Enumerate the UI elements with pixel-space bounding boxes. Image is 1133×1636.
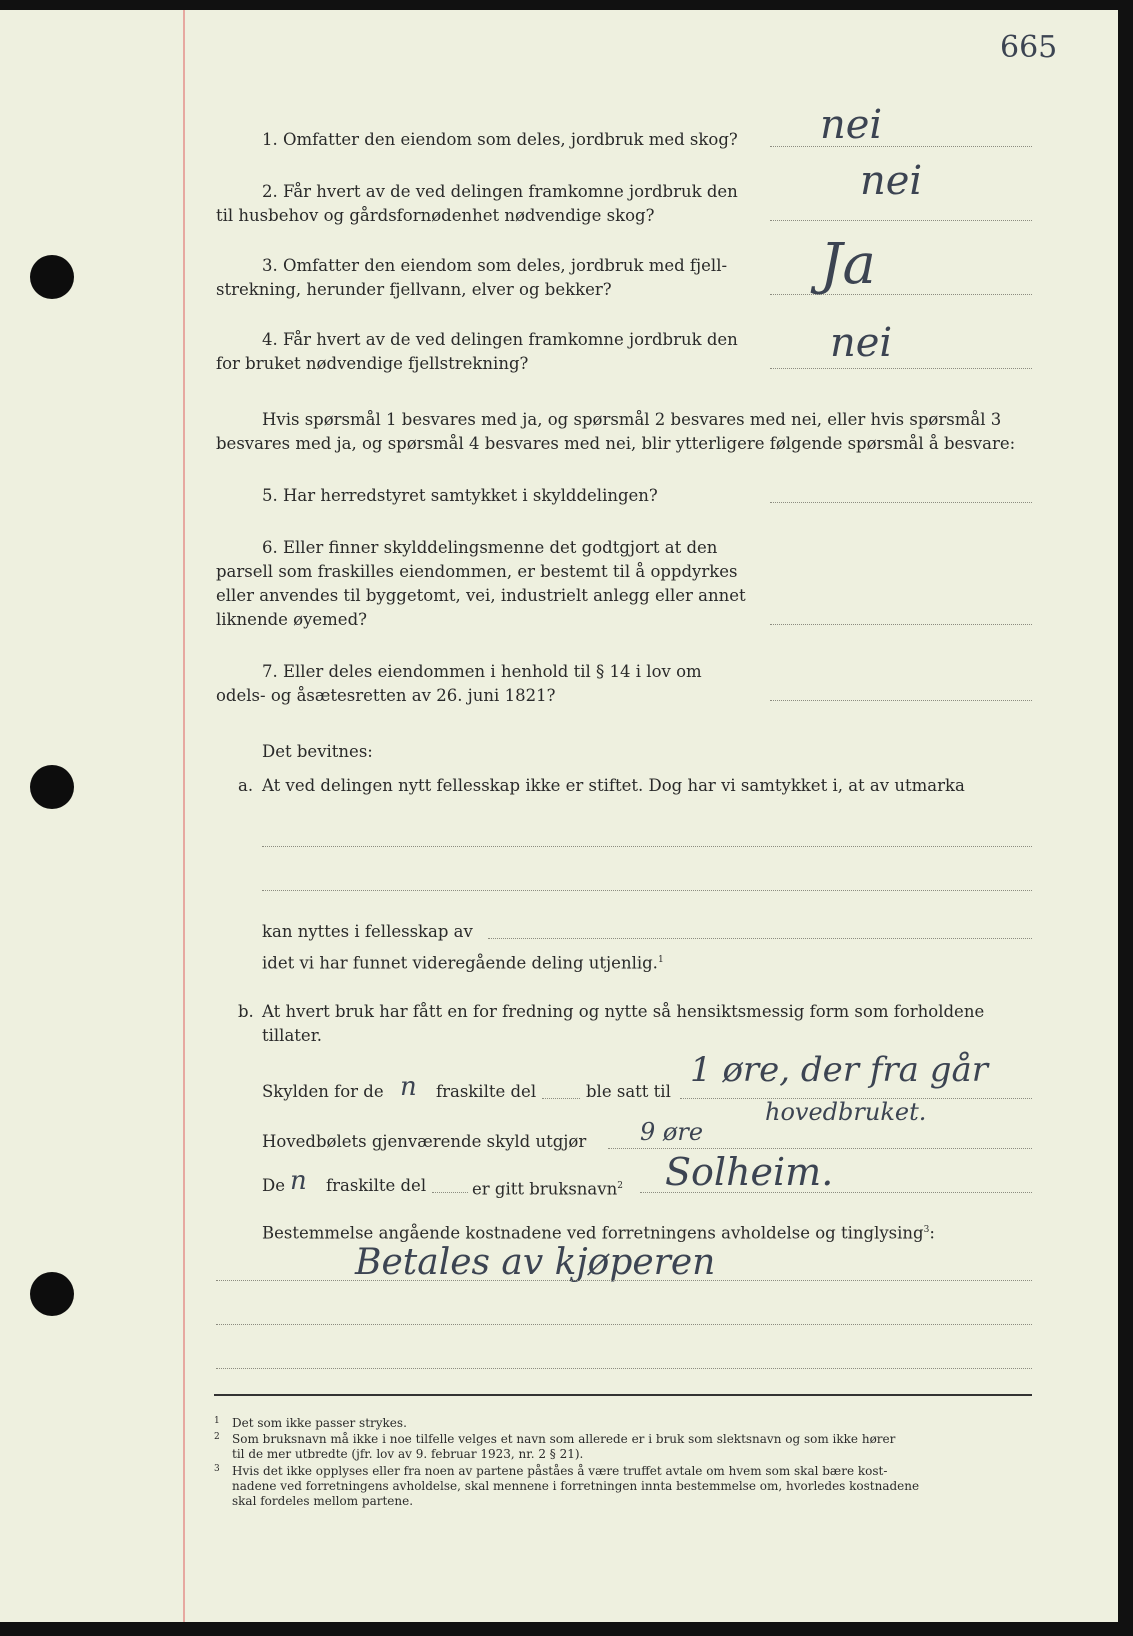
answer-line bbox=[770, 294, 1032, 295]
footnote-3-text: Hvis det ikke opplyses eller fra noen av partene påståes å være truffet avtale om hvem som skal bære kost- bbox=[232, 1464, 888, 1478]
item-a-line4: idet vi har funnet videregående deling utjenlig.$^1$ bbox=[262, 953, 664, 973]
skyld-amount: 1 øre, der fra går bbox=[690, 1050, 989, 1090]
condition-line1: Hvis spørsmål 1 besvares med ja, og spørsmål 2 besvares med nei, eller hvis spørsmål 3 bbox=[262, 410, 1002, 429]
blank-line bbox=[216, 1280, 1032, 1281]
bruksnavn-value: Solheim. bbox=[665, 1150, 834, 1194]
item-a-line3: kan nyttes i fellesskap av bbox=[262, 922, 473, 941]
answer-line bbox=[770, 624, 1032, 625]
handwritten-n: n bbox=[290, 1166, 307, 1196]
answer-line bbox=[770, 700, 1032, 701]
hovedbol-amount: 9 øre bbox=[640, 1118, 704, 1146]
answer-line bbox=[770, 368, 1032, 369]
answer-2: nei bbox=[860, 158, 923, 204]
blank-line bbox=[488, 938, 1032, 939]
question-6-line1: 6. Eller finner skylddelingsmenne det godtgjort at den bbox=[262, 538, 718, 557]
answer-line bbox=[770, 502, 1032, 503]
footnote-rule bbox=[214, 1394, 1032, 1396]
margin-line bbox=[183, 10, 185, 1622]
footnote-3: 3 bbox=[214, 1464, 220, 1474]
answer-line bbox=[770, 220, 1032, 221]
item-b-label: b. bbox=[238, 1002, 254, 1021]
bruksnavn-text-b: fraskilte del bbox=[326, 1176, 427, 1195]
question-5: 5. Har herredstyret samtykket i skylddelingen? bbox=[262, 486, 658, 505]
question-2-line1: 2. Får hvert av de ved delingen framkomne jordbruk den bbox=[262, 182, 738, 201]
blank-line bbox=[542, 1098, 580, 1099]
skyld-note: hovedbruket. bbox=[765, 1098, 927, 1126]
question-7-line2: odels- og åsætesretten av 26. juni 1821? bbox=[216, 686, 556, 705]
bevitnes-heading: Det bevitnes: bbox=[262, 742, 373, 761]
skyld-text-b: fraskilte del bbox=[436, 1082, 537, 1101]
footnote-1: 1 bbox=[214, 1416, 220, 1426]
footnote-2: 2 bbox=[214, 1432, 220, 1442]
handwritten-n: n bbox=[400, 1072, 417, 1102]
footnote-3-text: skal fordeles mellom partene. bbox=[232, 1494, 414, 1508]
footnote-1-text: Det som ikke passer strykes. bbox=[232, 1416, 407, 1430]
blank-line bbox=[216, 1368, 1032, 1369]
question-3-line2: strekning, herunder fjellvann, elver og bekker? bbox=[216, 280, 612, 299]
item-a-text: At ved delingen nytt fellesskap ikke er stiftet. Dog har vi samtykket i, at av utmarka bbox=[262, 776, 965, 795]
punch-hole bbox=[30, 255, 74, 299]
page-number: 665 bbox=[1000, 30, 1058, 65]
question-2-line2: til husbehov og gårdsfornødenhet nødvendige skog? bbox=[216, 206, 655, 225]
condition-line2: besvares med ja, og spørsmål 4 besvares med nei, blir ytterligere følgende spørsmål å besvare: bbox=[216, 434, 1016, 453]
hovedbol-label: Hovedbølets gjenværende skyld utgjør bbox=[262, 1132, 587, 1151]
question-6-line2: parsell som fraskilles eiendommen, er bestemt til å oppdyrkes bbox=[216, 562, 738, 581]
question-4-line2: for bruket nødvendige fjellstrekning? bbox=[216, 354, 529, 373]
question-3-line1: 3. Omfatter den eiendom som deles, jordbruk med fjell- bbox=[262, 256, 728, 275]
answer-3: Ja bbox=[820, 232, 876, 297]
question-4-line1: 4. Får hvert av de ved delingen framkomne jordbruk den bbox=[262, 330, 738, 349]
question-7-line1: 7. Eller deles eiendommen i henhold til § 14 i lov om bbox=[262, 662, 702, 681]
punch-hole bbox=[30, 765, 74, 809]
punch-hole bbox=[30, 1272, 74, 1316]
footnote-2-text: til de mer utbredte (jfr. lov av 9. februar 1923, nr. 2 § 21). bbox=[232, 1447, 584, 1461]
question-6-line4: liknende øyemed? bbox=[216, 610, 367, 629]
question-6-line3: eller anvendes til byggetomt, vei, industrielt anlegg eller annet bbox=[216, 586, 746, 605]
footnote-3-text: nadene ved forretningens avholdelse, skal mennene i forretningen innta bestemmelse om, hvorledes kostnadene bbox=[232, 1479, 920, 1493]
item-a-label: a. bbox=[238, 776, 254, 795]
blank-line bbox=[262, 890, 1032, 891]
document-page bbox=[0, 10, 1118, 1622]
item-b-line1: At hvert bruk har fått en for fredning og nytte så hensiktsmessig form som forholdene bbox=[262, 1002, 985, 1021]
item-b-line2: tillater. bbox=[262, 1026, 323, 1045]
skyld-text-a: Skylden for de bbox=[262, 1082, 384, 1101]
skyld-text-c: ble satt til bbox=[586, 1082, 671, 1101]
blank-line bbox=[432, 1192, 468, 1193]
bruksnavn-text-a: De bbox=[262, 1176, 285, 1195]
answer-line bbox=[770, 146, 1032, 147]
blank-line bbox=[262, 846, 1032, 847]
bruksnavn-label: er gitt bruksnavn$^2$ bbox=[472, 1179, 623, 1199]
blank-line bbox=[608, 1148, 1032, 1149]
kostnader-label: Bestemmelse angående kostnadene ved forretningens avholdelse og tinglysing$^3$: bbox=[262, 1223, 935, 1243]
question-1: 1. Omfatter den eiendom som deles, jordbruk med skog? bbox=[262, 130, 738, 149]
answer-1: nei bbox=[820, 102, 883, 148]
footnote-2-text: Som bruksnavn må ikke i noe tilfelle velges et navn som allerede er i bruk som slektsnavn og som ikke hører bbox=[232, 1432, 896, 1446]
blank-line bbox=[216, 1324, 1032, 1325]
answer-4: nei bbox=[830, 320, 893, 366]
kostnader-value: Betales av kjøperen bbox=[355, 1242, 716, 1283]
